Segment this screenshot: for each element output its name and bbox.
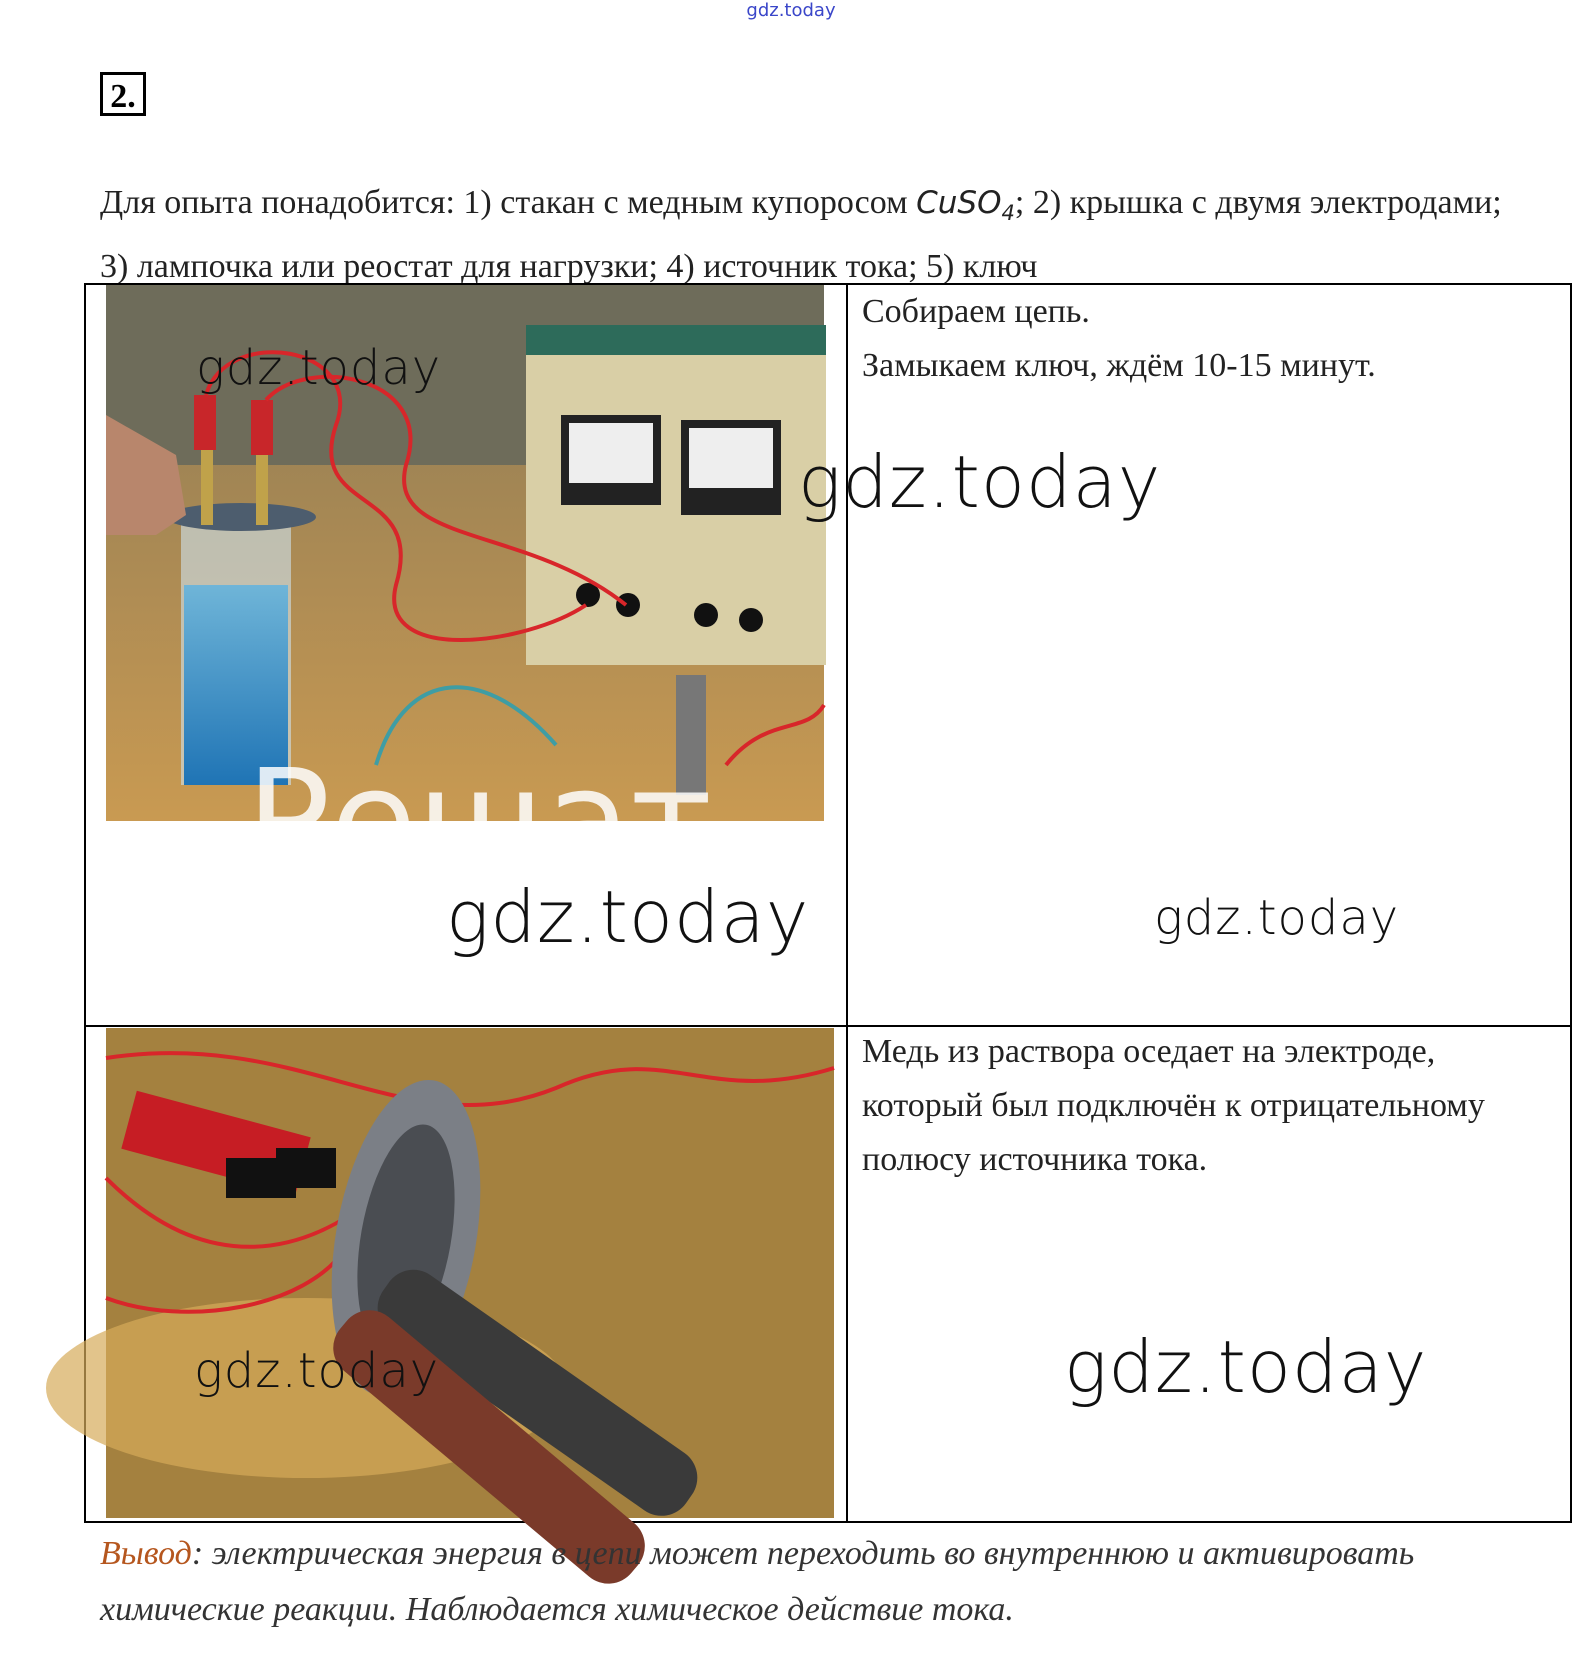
header-watermark: gdz.today (746, 0, 836, 21)
experiment-table (84, 283, 1572, 1523)
electrodes-illustration (106, 1028, 834, 1518)
chemical-formula (916, 185, 1015, 226)
watermark: gdz.today (196, 340, 442, 396)
intro-text-after: ; 2) крышка с двумя электродами; 3) лампочка или реостат для нагрузки; 4) источник тока; 5) ключ (100, 184, 1502, 286)
formula-main: CuSO (916, 185, 1002, 221)
watermark: gdz.today (1154, 890, 1400, 946)
watermark: gdz.today (446, 875, 810, 959)
task-number: 2. (100, 72, 146, 116)
formula-subscript: 4 (1001, 201, 1015, 226)
intro-paragraph (100, 176, 1530, 294)
step2-description: Медь из раствора оседает на электроде, который был подключён к отрицательному полюсу источника тока. (862, 1033, 1485, 1178)
conclusion-label: Вывод (100, 1535, 192, 1572)
conclusion-text: : электрическая энергия в цепи может переходить во внутреннюю и активировать химические реакции. Наблюдается химическое действие тока. (100, 1535, 1415, 1628)
photo-electrodes (106, 1028, 834, 1518)
intro-text-before: Для опыта понадобится: 1) стакан с медным купоросом (100, 184, 917, 221)
conclusion (100, 1526, 1540, 1638)
photo-overlay-text: Решат (246, 740, 713, 903)
watermark: gdz.today (194, 1343, 440, 1399)
watermark: gdz.today (1064, 1325, 1428, 1409)
step1-description (862, 285, 1562, 393)
step1-line2: Замыкаем ключ, ждём 10-15 минут. (862, 347, 1376, 384)
watermark: gdz.today (798, 440, 1162, 524)
step1-line1: Собираем цепь. (862, 293, 1090, 330)
